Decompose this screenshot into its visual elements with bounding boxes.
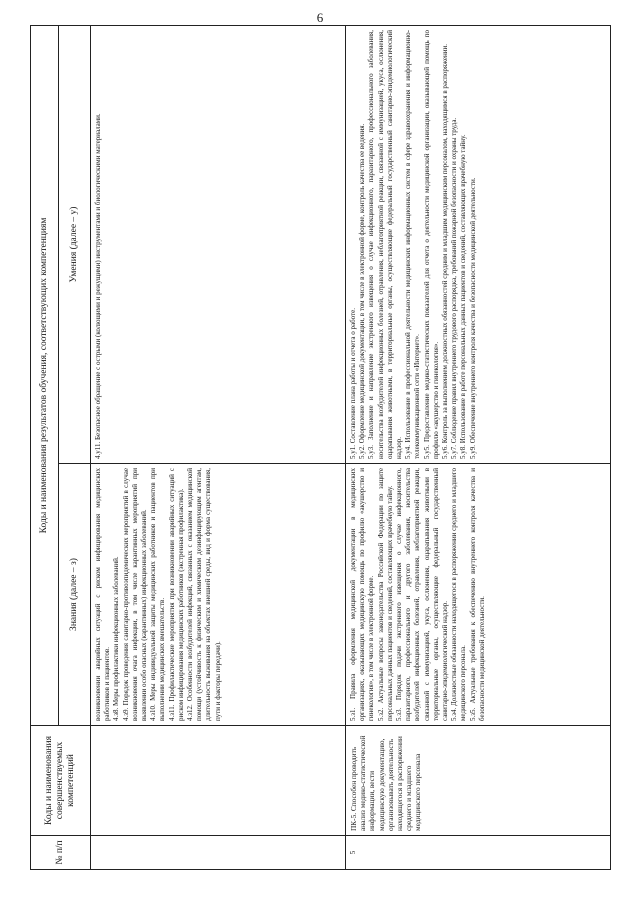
- knowledge-item: 5.з4. Должностные обязанности находящегося в распоряжении среднего и младшего медицинского персонала.: [450, 468, 468, 721]
- skill-item: 5.у7. Соблюдение правил внутреннего трудового распорядка, требований пожарной безопасности и охраны труда.: [450, 117, 459, 459]
- knowledge-item: 4.з11. Профилактические мероприятия при возникновении аварийных ситуаций с риском инфицирования медицинских работников (экстренная профилактика).: [167, 468, 185, 721]
- knowledge-item: 4.з8. Меры профилактики инфекционных заболеваний.: [112, 556, 121, 721]
- skill-item: 5.у4. Использование в профессиональной деятельности медицинских информационных систем в сфере здравоохранения и информационно-телекоммуникационной сети «Интернет».: [404, 30, 422, 459]
- skill-item: 4.у11. Безопасное обращение с острыми (колющими и режущими) инструментами и биологическими материалами.: [94, 113, 102, 459]
- knowledge-cell: [346, 464, 611, 726]
- skill-item: 5.у6. Контроль за выполнением должностных обязанностей средним и младшим медицинским персоналом, находящимся в распоряжении.: [441, 44, 450, 459]
- knowledge-cell: [91, 464, 346, 726]
- skills-cell: [346, 26, 611, 464]
- header-knowledge: Знания (далее – з): [59, 464, 91, 726]
- table-header-row: [31, 26, 59, 870]
- knowledge-item: 4.з9. Порядок проведения санитарно-противоэпидемических мероприятий в случае возникновения очага инфекции, в том числе карантинных мероприятий при выявлении особо опасных (карантинных) инфекционных заболеваний.: [121, 468, 149, 721]
- header-skills: Умения (далее – у): [59, 26, 91, 464]
- skill-item: 5.у5. Предоставление медико-статистических показателей для отчета о деятельности медицинской организации, оказывающей помощь по профилю «акушерство и гинекология».: [422, 30, 440, 459]
- knowledge-item: 4.з10. Меры индивидуальной защиты медицинских работников и пациентов при выполнении медицинских вмешательств.: [149, 468, 167, 721]
- skill-item: 5.у3. Заполнение и направление экстренного извещения о случае инфекционного, паразитарного, профессионального заболевания, носительства возбудителей инфекционных болезней, отравления, неблагоприятной реакции, связанной с иммунизацией, укуса, ослюнения, оцарапывания животными, в территориальные органы, осуществляющие федеральный государственный санитарно-эпидемиологический надзор.: [367, 30, 404, 459]
- skills-cell: [91, 26, 346, 464]
- header-results: Коды и наименования результатов обучения, соответствующих компетенциям: [31, 26, 59, 726]
- knowledge-item: 5.з2. Актуальные вопросы законодательства Российской Федерации по защите персональных данных пациентов и сведений, составляющих врачебную тайну.: [376, 468, 394, 721]
- table-row: [91, 26, 346, 870]
- competency-table-sheet: [30, 25, 610, 870]
- header-number: № п/п: [31, 836, 91, 870]
- skill-item: 5.у1. Составление плана работы и отчета о работе.: [349, 308, 357, 459]
- skill-item: 5.у9. Обеспечение внутреннего контроля качества и безопасности медицинской деятельности.: [468, 177, 477, 459]
- knowledge-item: 5.з5. Актуальные требования к обеспечению внутреннего контроля качества и безопасности медицинской деятельности.: [468, 468, 486, 721]
- page-number: 6: [316, 10, 324, 25]
- row-number: 5: [346, 836, 611, 870]
- skill-item: 5.у8. Использование в работе персональных данных пациентов и сведений, составляющих врачебную тайну.: [459, 134, 468, 459]
- knowledge-item: возникновении аварийных ситуаций с риском инфицирования медицинских работников и пациентов.: [94, 468, 112, 721]
- row-number: [91, 836, 346, 870]
- knowledge-item: 4.з12. Особенности возбудителей инфекций, связанных с оказанием медицинской помощи (устойчивость к физическим и химическим дезинфицирующим агентам, длительность выживания на объектах внешней среды, вид и форма существования, пути и факторы передачи).: [186, 468, 222, 721]
- skill-item: 5.у2. Оформление медицинской документации, в том числе в электронной форме, контроль качества ее ведения.: [358, 123, 367, 459]
- competency-code: [91, 726, 346, 836]
- competency-code: ПК-5. Способен проводить анализ медико-статистической информации, вести медицинскую документацию, организовывать деятельность находящегося в распоряжении среднего и младшего медицинского персонала: [346, 726, 611, 836]
- knowledge-item: 5.з3. Порядок подачи экстренного извещения о случае инфекционного, паразитарного, профессионального и другого заболевания, носительства возбудителей инфекционных болезней, отравления, неблагоприятной реакции, связанной с иммунизацией, укуса, ослюнения, оцарапывания животными в территориальные органы, осуществляющие федеральный государственный санитарно-эпидемиологический надзор.: [395, 468, 450, 721]
- header-codes: Коды и наименования совершенствуемых компетенций: [31, 726, 91, 836]
- knowledge-item: 5.з1. Правила оформления медицинской документации в медицинских организациях, оказывающих медицинскую помощь по профилю «акушерство и гинекология», в том числе в электронной форме.: [349, 468, 376, 721]
- table-row: [346, 26, 611, 870]
- competency-table: [30, 25, 611, 870]
